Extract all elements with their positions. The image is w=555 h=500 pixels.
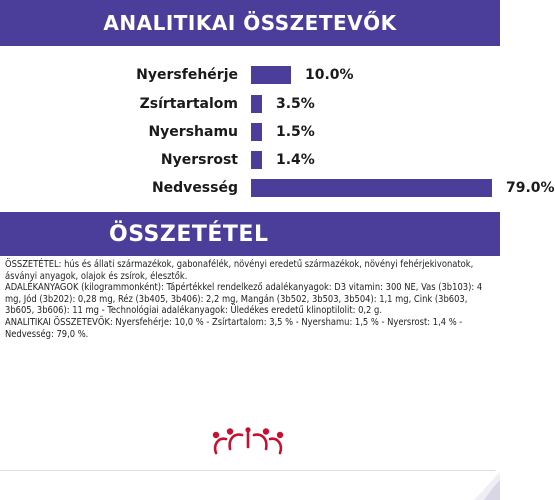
nutrient-value: 10.0% [305, 67, 354, 83]
footer-divider [0, 470, 500, 471]
nutrient-bar [251, 95, 262, 113]
nutrient-row [0, 64, 500, 86]
nutrient-value: 1.5% [276, 124, 315, 140]
nutrient-row [0, 121, 500, 143]
analysis-banner [0, 0, 500, 46]
nutrient-bar [251, 179, 492, 197]
composition-text [5, 259, 493, 340]
analysis-title: ANALITIKAI ÖSSZETEVŐK [103, 11, 397, 35]
nutrient-bar [251, 66, 291, 84]
nutrient-bar [251, 123, 262, 141]
nutrient-row [0, 177, 555, 199]
nutrient-label: Nyersrost [160, 152, 238, 168]
nutrient-label: Zsírtartalom [139, 96, 238, 112]
nutrient-row [0, 149, 500, 171]
nutrient-value: 3.5% [276, 96, 315, 112]
composition-banner [0, 212, 500, 256]
nutrient-row [0, 93, 500, 115]
composition-title: ÖSSZETÉTEL [109, 221, 269, 247]
composition-paragraph-additives: ADALÉKANYAGOK (kilogrammonként): Tápértékkel rendelkező adalékanyagok: D3 vitamin: 300 NE, Vas (3b103): 4 mg, Jód (3b202): 0,28 mg, Réz (3b405, 3b406): 2,2 mg, Mangán (3b502, 3b503, 3b504): 1,1 mg, Cink (3b603, 3b605, 3b606): 11 mg - Technológiai adalékanyagok: Üledékes eredetű klinoptilolit: 0,2 g. [5, 282, 483, 317]
page-curl-icon [466, 466, 500, 500]
nutrient-label: Nedvesség [151, 180, 238, 196]
nutrient-value: 1.4% [276, 152, 315, 168]
nutrient-label: Nyershamu [148, 124, 238, 140]
composition-paragraph-analysis: ANALITIKAI ÖSSZETEVŐK: Nyersfehérje: 10,0 % - Zsírtartalom: 3,5 % - Nyershamu: 1,5 % - Nyersrost: 1,4 % - Nedvesség: 79,0 %. [5, 316, 463, 340]
nutrient-label: Nyersfehérje [136, 67, 238, 83]
composition-paragraph-ingredients: ÖSSZETÉTEL: hús és állati származékok, gabonafélék, növényi eredetű származékok, növényi fehérjekivonatok, ásványi anyagok, olajok és zsírok, élesztők. [5, 259, 474, 282]
nutrient-bar [251, 151, 262, 169]
nutrient-value: 79.0% [506, 180, 555, 196]
royal-canin-crown-icon [210, 427, 286, 457]
